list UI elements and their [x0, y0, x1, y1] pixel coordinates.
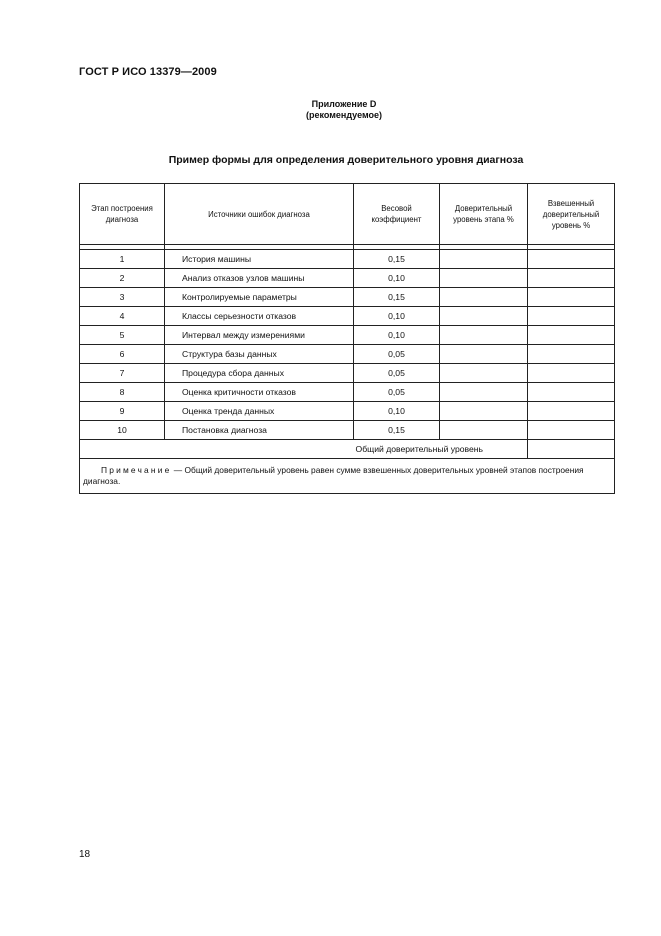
error-source: Анализ отказов узлов машины — [165, 269, 354, 288]
stage-number: 7 — [80, 364, 165, 383]
stage-number: 1 — [80, 250, 165, 269]
table-row — [80, 288, 615, 307]
table-row — [80, 364, 615, 383]
weighted-confidence-cell[interactable] — [528, 250, 615, 269]
note-head: Примечание — [101, 465, 172, 475]
stage-number: 10 — [80, 421, 165, 440]
weighted-confidence-cell[interactable] — [528, 307, 615, 326]
stage-confidence-cell[interactable] — [440, 421, 528, 440]
error-source: Оценка критичности отказов — [165, 383, 354, 402]
stage-confidence-cell[interactable] — [440, 288, 528, 307]
table-row — [80, 402, 615, 421]
error-source: Классы серьезности отказов — [165, 307, 354, 326]
note-text: — Общий доверительный уровень равен сумме взвешенных доверительных уровней этапов построения диагноза. — [83, 465, 584, 486]
weight-value: 0,10 — [354, 269, 440, 288]
header-weighted-confidence: Взвешенный доверительный уровень % — [528, 184, 615, 245]
stage-number: 2 — [80, 269, 165, 288]
error-source: Процедура сбора данных — [165, 364, 354, 383]
stage-number: 4 — [80, 307, 165, 326]
total-row — [80, 440, 615, 459]
error-source: Оценка тренда данных — [165, 402, 354, 421]
appendix-heading — [0, 99, 661, 121]
standard-header: ГОСТ Р ИСО 13379—2009 — [79, 66, 217, 78]
stage-confidence-cell[interactable] — [440, 383, 528, 402]
table-row — [80, 383, 615, 402]
appendix-subtitle: (рекомендуемое) — [306, 110, 382, 120]
weighted-confidence-cell[interactable] — [528, 326, 615, 345]
stage-number: 3 — [80, 288, 165, 307]
stage-confidence-cell[interactable] — [440, 250, 528, 269]
weight-value: 0,05 — [354, 364, 440, 383]
table-row — [80, 345, 615, 364]
weighted-confidence-cell[interactable] — [528, 364, 615, 383]
stage-number: 5 — [80, 326, 165, 345]
weighted-confidence-cell[interactable] — [528, 421, 615, 440]
weight-value: 0,10 — [354, 307, 440, 326]
weight-value: 0,15 — [354, 250, 440, 269]
table-note — [80, 459, 615, 494]
error-source: Структура базы данных — [165, 345, 354, 364]
stage-confidence-cell[interactable] — [440, 326, 528, 345]
error-source: Контролируемые параметры — [165, 288, 354, 307]
page-number: 18 — [79, 849, 91, 860]
error-source: История машины — [165, 250, 354, 269]
table-row — [80, 307, 615, 326]
stage-confidence-cell[interactable] — [440, 269, 528, 288]
weighted-confidence-cell[interactable] — [528, 345, 615, 364]
header-stage: Этап построения диагноза — [80, 184, 165, 245]
table-row — [80, 269, 615, 288]
diagnosis-confidence-table — [79, 183, 615, 494]
stage-confidence-cell[interactable] — [440, 307, 528, 326]
weighted-confidence-cell[interactable] — [528, 383, 615, 402]
stage-number: 9 — [80, 402, 165, 421]
weight-value: 0,10 — [354, 402, 440, 421]
weighted-confidence-cell[interactable] — [528, 269, 615, 288]
weighted-confidence-cell[interactable] — [528, 288, 615, 307]
stage-number: 6 — [80, 345, 165, 364]
appendix-title: Приложение D — [311, 99, 377, 109]
total-label: Общий доверительный уровень — [80, 440, 528, 459]
stage-confidence-cell[interactable] — [440, 364, 528, 383]
stage-confidence-cell[interactable] — [440, 402, 528, 421]
table-row — [80, 421, 615, 440]
weight-value: 0,15 — [354, 288, 440, 307]
header-source: Источники ошибок диагноза — [165, 184, 354, 245]
error-source: Постановка диагноза — [165, 421, 354, 440]
weight-value: 0,15 — [354, 421, 440, 440]
header-stage-confidence: Доверительный уровень этапа % — [440, 184, 528, 245]
weight-value: 0,05 — [354, 383, 440, 402]
table-title: Пример формы для определения доверительного уровня диагноза — [168, 154, 524, 166]
weight-value: 0,10 — [354, 326, 440, 345]
table-row — [80, 326, 615, 345]
total-value-cell[interactable] — [528, 440, 615, 459]
table-header-row — [80, 184, 615, 245]
stage-confidence-cell[interactable] — [440, 345, 528, 364]
header-weight: Весовой коэффициент — [354, 184, 440, 245]
error-source: Интервал между измерениями — [165, 326, 354, 345]
note-row — [80, 459, 615, 494]
weighted-confidence-cell[interactable] — [528, 402, 615, 421]
stage-number: 8 — [80, 383, 165, 402]
weight-value: 0,05 — [354, 345, 440, 364]
table-row — [80, 250, 615, 269]
